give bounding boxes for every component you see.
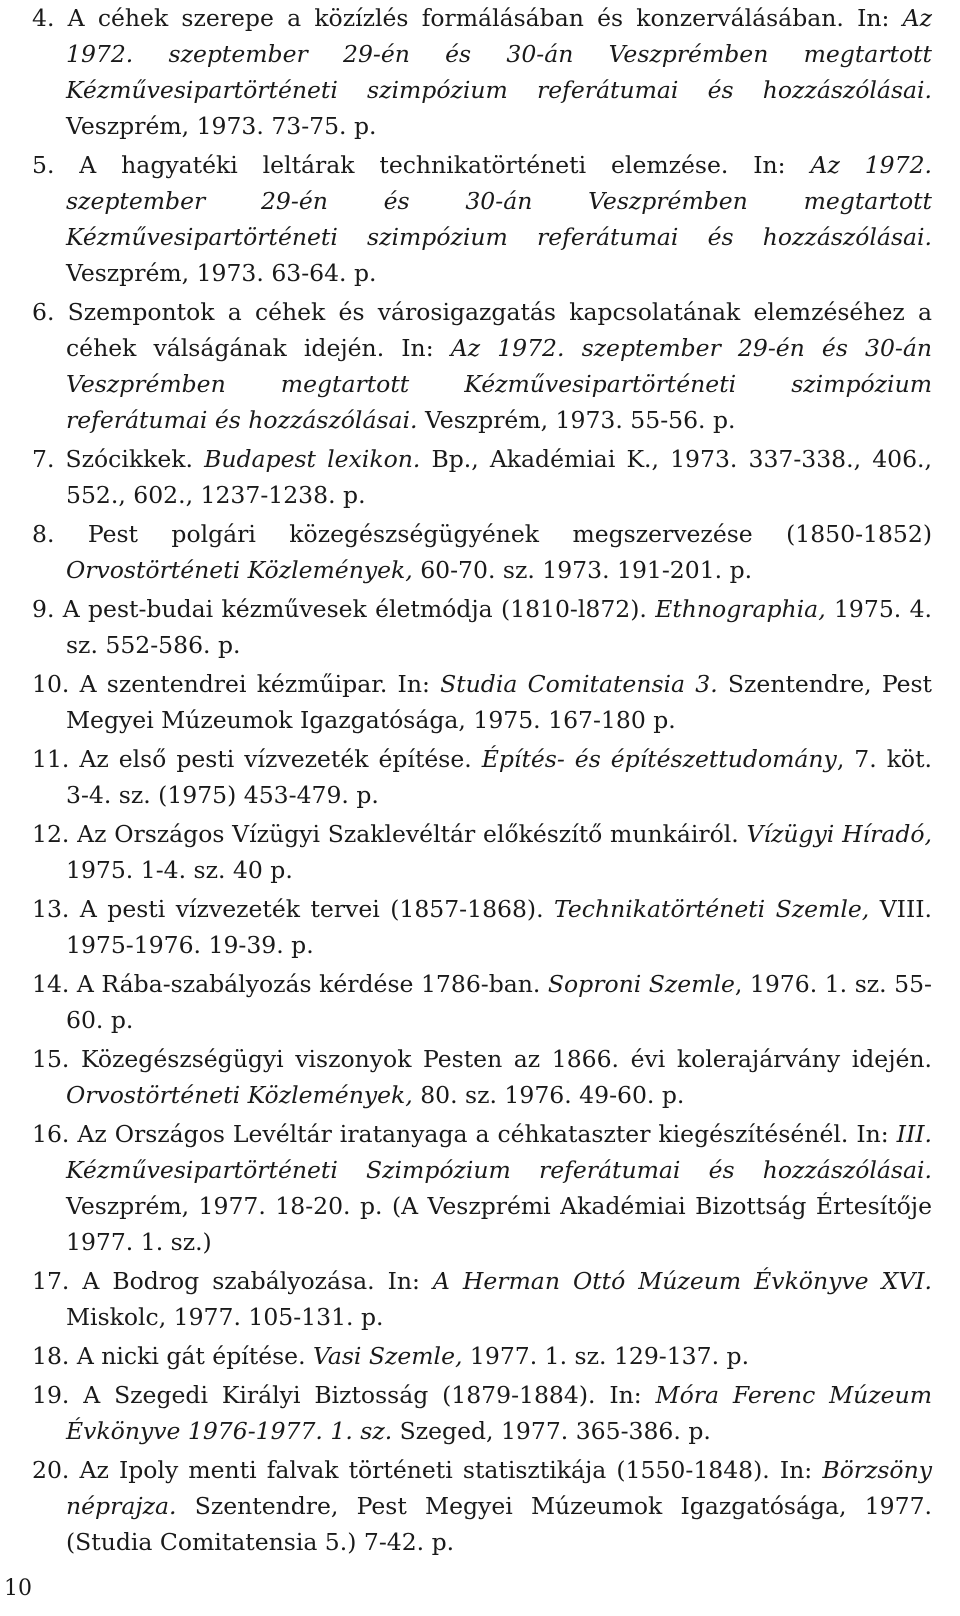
bibliography-entry <box>32 1116 932 1260</box>
entry-italic-title: Az 1972. szeptember 29-én és 30-án Veszprémben megtartott Kézművesipartörténeti szimpózium referátumai és hozzászólásai. <box>66 334 932 434</box>
entry-text: Veszprém, 1973. 55-56. p. <box>417 406 736 434</box>
entry-italic-title: A Herman Ottó Múzeum Évkönyve XVI. <box>432 1267 932 1295</box>
entry-text: 11. Az első pesti vízvezeték építése. <box>32 745 482 773</box>
entry-text: VIII. 1975-1976. 19-39. p. <box>66 895 932 959</box>
entry-text: 20. Az Ipoly menti falvak történeti statisztikája (1550-1848). In: <box>32 1456 823 1484</box>
entry-italic-title: Soproni Szemle <box>547 970 735 998</box>
entry-text: 14. A Rába-szabályozás kérdése 1786-ban. <box>32 970 548 998</box>
entry-italic-title: Vasi Szemle, <box>313 1342 463 1370</box>
entry-italic-title: Studia Comitatensia 3. <box>440 670 718 698</box>
bibliography-entry <box>32 666 932 738</box>
entry-text: 10. A szentendrei kézműipar. In: <box>32 670 441 698</box>
bibliography-entry <box>32 1263 932 1335</box>
entry-text: Szentendre, Pest Megyei Múzeumok Igazgatósága, 1975. 167-180 p. <box>66 670 932 734</box>
entry-italic-title: Ethnographia, <box>655 595 826 623</box>
entry-text: Szeged, 1977. 365-386. p. <box>392 1417 711 1445</box>
entry-text: 80. sz. 1976. 49-60. p. <box>412 1081 685 1109</box>
entry-text: Szentendre, Pest Megyei Múzeumok Igazgatósága, 1977. (Studia Comitatensia 5.) 7-42. p. <box>66 1492 932 1556</box>
bibliography-entry <box>32 591 932 663</box>
bibliography-entry <box>32 1338 932 1374</box>
entry-italic-title: Budapest lexikon. <box>204 445 421 473</box>
entry-text: 16. Az Országos Levéltár iratanyaga a céhkataszter kiegészítésénél. In: <box>32 1120 897 1148</box>
bibliography-entry <box>32 147 932 291</box>
entry-text: 19. A Szegedi Királyi Biztosság (1879-1884). In: <box>32 1381 656 1409</box>
bibliography-entry <box>32 966 932 1038</box>
bibliography-entry <box>32 741 932 813</box>
bibliography-entry <box>32 1452 932 1560</box>
entry-text: , 1976. 1. sz. 55-60. p. <box>66 970 932 1034</box>
entry-italic-title: Technikatörténeti Szemle, <box>554 895 870 923</box>
bibliography-entry <box>32 891 932 963</box>
entry-text: 8. Pest polgári közegészségügyének megszervezése (1850-1852) <box>32 520 932 548</box>
entry-text: 15. Közegészségügyi viszonyok Pesten az 1866. évi kolerajárvány idején. <box>32 1045 932 1073</box>
entry-text: Veszprém, 1977. 18-20. p. (A Veszprémi Akadémiai Bizottság Értesítője 1977. 1. sz.) <box>66 1192 932 1256</box>
entry-text: 1975. 4. sz. 552-586. p. <box>66 595 932 659</box>
entry-italic-title: III. Kézművesipartörténeti Szimpózium referátumai és hozzászólásai. <box>66 1120 932 1184</box>
entry-italic-title: Az 1972. szeptember 29-én és 30-án Veszprémben megtartott Kézművesipartörténeti szimpózium referátumai és hozzászólásai. <box>66 151 932 251</box>
entry-text: 1975. 1-4. sz. 40 p. <box>66 856 293 884</box>
bibliography-list <box>32 0 932 1563</box>
entry-italic-title: Börzsöny néprajza. <box>66 1456 932 1520</box>
entry-italic-title: Orvostörténeti Közlemények, <box>66 1081 413 1109</box>
entry-italic-title: Vízügyi Híradó, <box>746 820 932 848</box>
entry-italic-title: Az 1972. szeptember 29-én és 30-án Veszprémben megtartott Kézművesipartörténeti szimpózium referátumai és hozzászólásai. <box>66 4 932 104</box>
entry-italic-title: Építés- és építészettudomány <box>481 745 837 773</box>
bibliography-entry <box>32 294 932 438</box>
entry-text: Bp., Akadémiai K., 1973. 337-338., 406., 552., 602., 1237-1238. p. <box>66 445 933 509</box>
entry-text: Veszprém, 1973. 73-75. p. <box>66 112 377 140</box>
entry-text: 13. A pesti vízvezeték tervei (1857-1868). <box>32 895 555 923</box>
entry-text: 5. A hagyatéki leltárak technikatörténeti elemzése. In: <box>32 151 811 179</box>
bibliography-entry <box>32 816 932 888</box>
entry-text: 17. A Bodrog szabályozása. In: <box>32 1267 433 1295</box>
entry-text: 9. A pest-budai kézművesek életmódja (1810-l872). <box>32 595 656 623</box>
entry-text: Veszprém, 1973. 63-64. p. <box>66 259 377 287</box>
page-number: 10 <box>4 1576 32 1601</box>
entry-text: Miskolc, 1977. 105-131. p. <box>66 1303 384 1331</box>
bibliography-entry <box>32 516 932 588</box>
entry-text: 4. A céhek szerepe a közízlés formálásában és konzerválásában. In: <box>32 4 903 32</box>
entry-text: 1977. 1. sz. 129-137. p. <box>462 1342 750 1370</box>
bibliography-entry <box>32 1377 932 1449</box>
bibliography-entry <box>32 0 932 144</box>
bibliography-entry <box>32 1041 932 1113</box>
entry-text: 12. Az Országos Vízügyi Szaklevéltár előkészítő munkáiról. <box>32 820 747 848</box>
entry-text: 6. Szempontok a céhek és városigazgatás kapcsolatának elemzéséhez a céhek válságának idején. In: <box>32 298 932 362</box>
bibliography-entry <box>32 441 932 513</box>
entry-text: 60-70. sz. 1973. 191-201. p. <box>412 556 753 584</box>
entry-italic-title: Orvostörténeti Közlemények, <box>66 556 413 584</box>
entry-text: 7. Szócikkek. <box>32 445 205 473</box>
entry-italic-title: Móra Ferenc Múzeum Évkönyve 1976-1977. 1. sz. <box>66 1381 932 1445</box>
entry-text: , 7. köt. 3-4. sz. (1975) 453-479. p. <box>66 745 932 809</box>
entry-text: 18. A nicki gát építése. <box>32 1342 314 1370</box>
